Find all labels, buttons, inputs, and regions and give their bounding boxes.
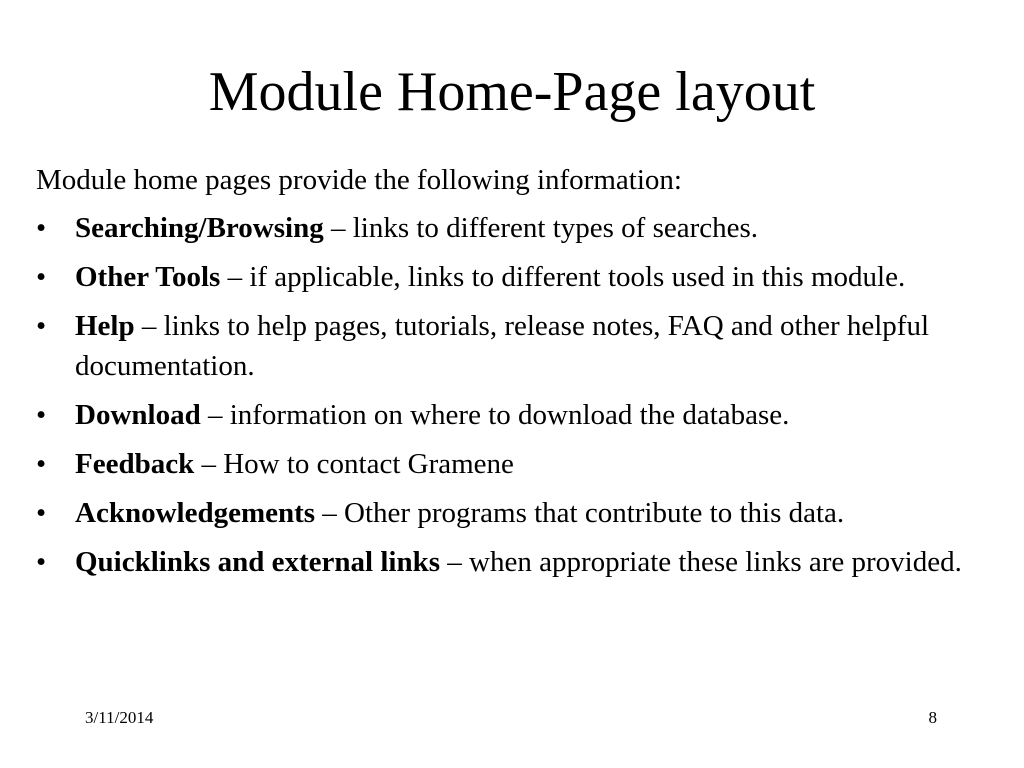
bullet-term: Download	[75, 399, 201, 431]
bullet-term: Help	[75, 310, 135, 342]
bullet-item-acknowledgements	[36, 493, 996, 533]
bullet-item-download	[36, 395, 996, 435]
slide-body	[36, 160, 996, 591]
bullet-item-help	[36, 306, 996, 386]
bullet-description: – links to help pages, tutorials, release notes, FAQ and other helpful documentation.	[75, 310, 929, 382]
bullet-term: Searching/Browsing	[75, 212, 324, 244]
bullet-term: Feedback	[75, 448, 195, 480]
bullet-description: – Other programs that contribute to this data.	[315, 497, 845, 529]
footer-date: 3/11/2014	[85, 708, 154, 727]
bullet-description: – information on where to download the database.	[200, 399, 790, 431]
footer-page-number: 8	[928, 708, 937, 727]
bullet-term: Acknowledgements	[75, 497, 316, 529]
bullet-icon: •	[36, 310, 47, 342]
bullet-item-feedback	[36, 444, 996, 484]
bullet-list	[36, 208, 996, 582]
bullet-description: – if applicable, links to different tools used in this module.	[220, 261, 906, 293]
bullet-icon: •	[36, 448, 47, 480]
bullet-icon: •	[36, 546, 47, 578]
intro-text: Module home pages provide the following information:	[36, 164, 682, 196]
bullet-item-searching-browsing	[36, 208, 996, 248]
bullet-item-quicklinks	[36, 542, 996, 582]
bullet-icon: •	[36, 399, 47, 431]
bullet-icon: •	[36, 212, 47, 244]
bullet-description: – links to different types of searches.	[323, 212, 759, 244]
bullet-icon: •	[36, 261, 47, 293]
slide-title: Module Home-Page layout	[208, 61, 816, 123]
bullet-term: Quicklinks and external links	[75, 546, 441, 578]
bullet-term: Other Tools	[75, 261, 221, 293]
bullet-description: – How to contact Gramene	[194, 448, 514, 480]
bullet-item-other-tools	[36, 257, 996, 297]
bullet-icon: •	[36, 497, 47, 529]
bullet-description: – when appropriate these links are provided.	[440, 546, 962, 578]
